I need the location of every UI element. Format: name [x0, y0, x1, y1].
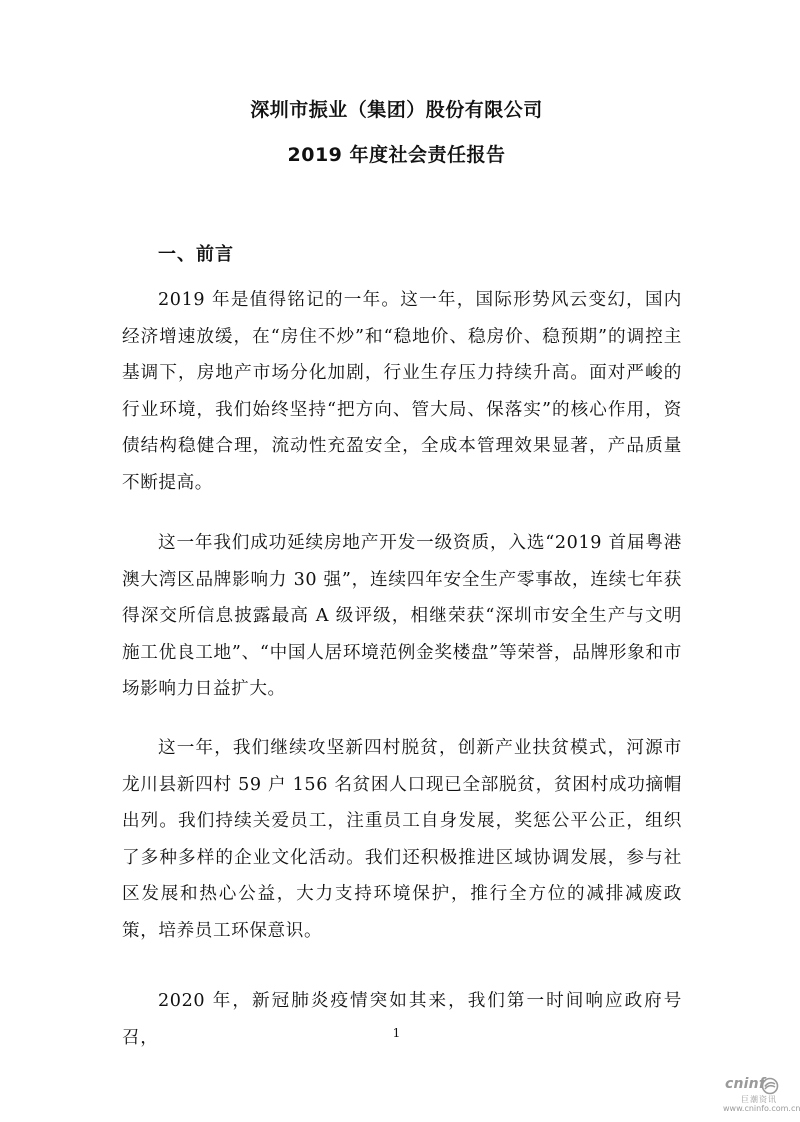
watermark-url: www.cninfo.com.cn: [723, 1104, 800, 1113]
section-heading-preface: 一、前言: [158, 244, 234, 265]
watermark-chinese-text: 巨潮资讯: [741, 1095, 777, 1104]
cninfo-logo-icon: [761, 1077, 779, 1095]
paragraph-4: 2020 年，新冠肺炎疫情突如其来，我们第一时间响应政府号召，: [122, 991, 682, 1048]
report-year-title: 2019 年度社会责任报告: [287, 144, 506, 166]
paragraph-1: 2019 年是值得铭记的一年。这一年，国际形势风云变幻，国内经济增速放缓，在“房住不炒”和“稳地价、稳房价、稳预期”的调控主基调下，房地产市场分化加剧，行业生存压力持续升高。面对严峻的行业环境，我们始终坚持“把方向、管大局、保落实”的核心作用，资债结构稳健合理，流动性充盈安全，全成本管理效果显著，产品质量不断提高。: [122, 290, 682, 493]
report-company-title: 深圳市振业（集团）股份有限公司: [250, 99, 543, 121]
watermark-logo-text: cninf: [725, 1076, 766, 1092]
paragraph-2: 这一年我们成功延续房地产开发一级资质，入选“2019 首届粤港澳大湾区品牌影响力 30 强”，连续四年安全生产零事故，连续七年获得深交所信息披露最高 A 级评级，相继荣获“深圳市安全生产与文明施工优良工地”、“中国人居环境范例金奖楼盘”等荣誉，品牌形象和市场影响力日益扩大。: [122, 533, 682, 699]
paragraph-3: 这一年，我们继续攻坚新四村脱贫，创新产业扶贫模式，河源市龙川县新四村 59 户 156 名贫困人口现已全部脱贫，贫困村成功摘帽出列。我们持续关爱员工，注重员工自身发展，奖惩公平公正，组织了多种多样的企业文化活动。我们还积极推进区域协调发展，参与社区发展和热心公益，大力支持环境保护，推行全方位的减排减废政策，培养员工环保意识。: [122, 738, 682, 941]
page-number: 1: [392, 1026, 401, 1040]
cninfo-watermark: [703, 1076, 800, 1116]
